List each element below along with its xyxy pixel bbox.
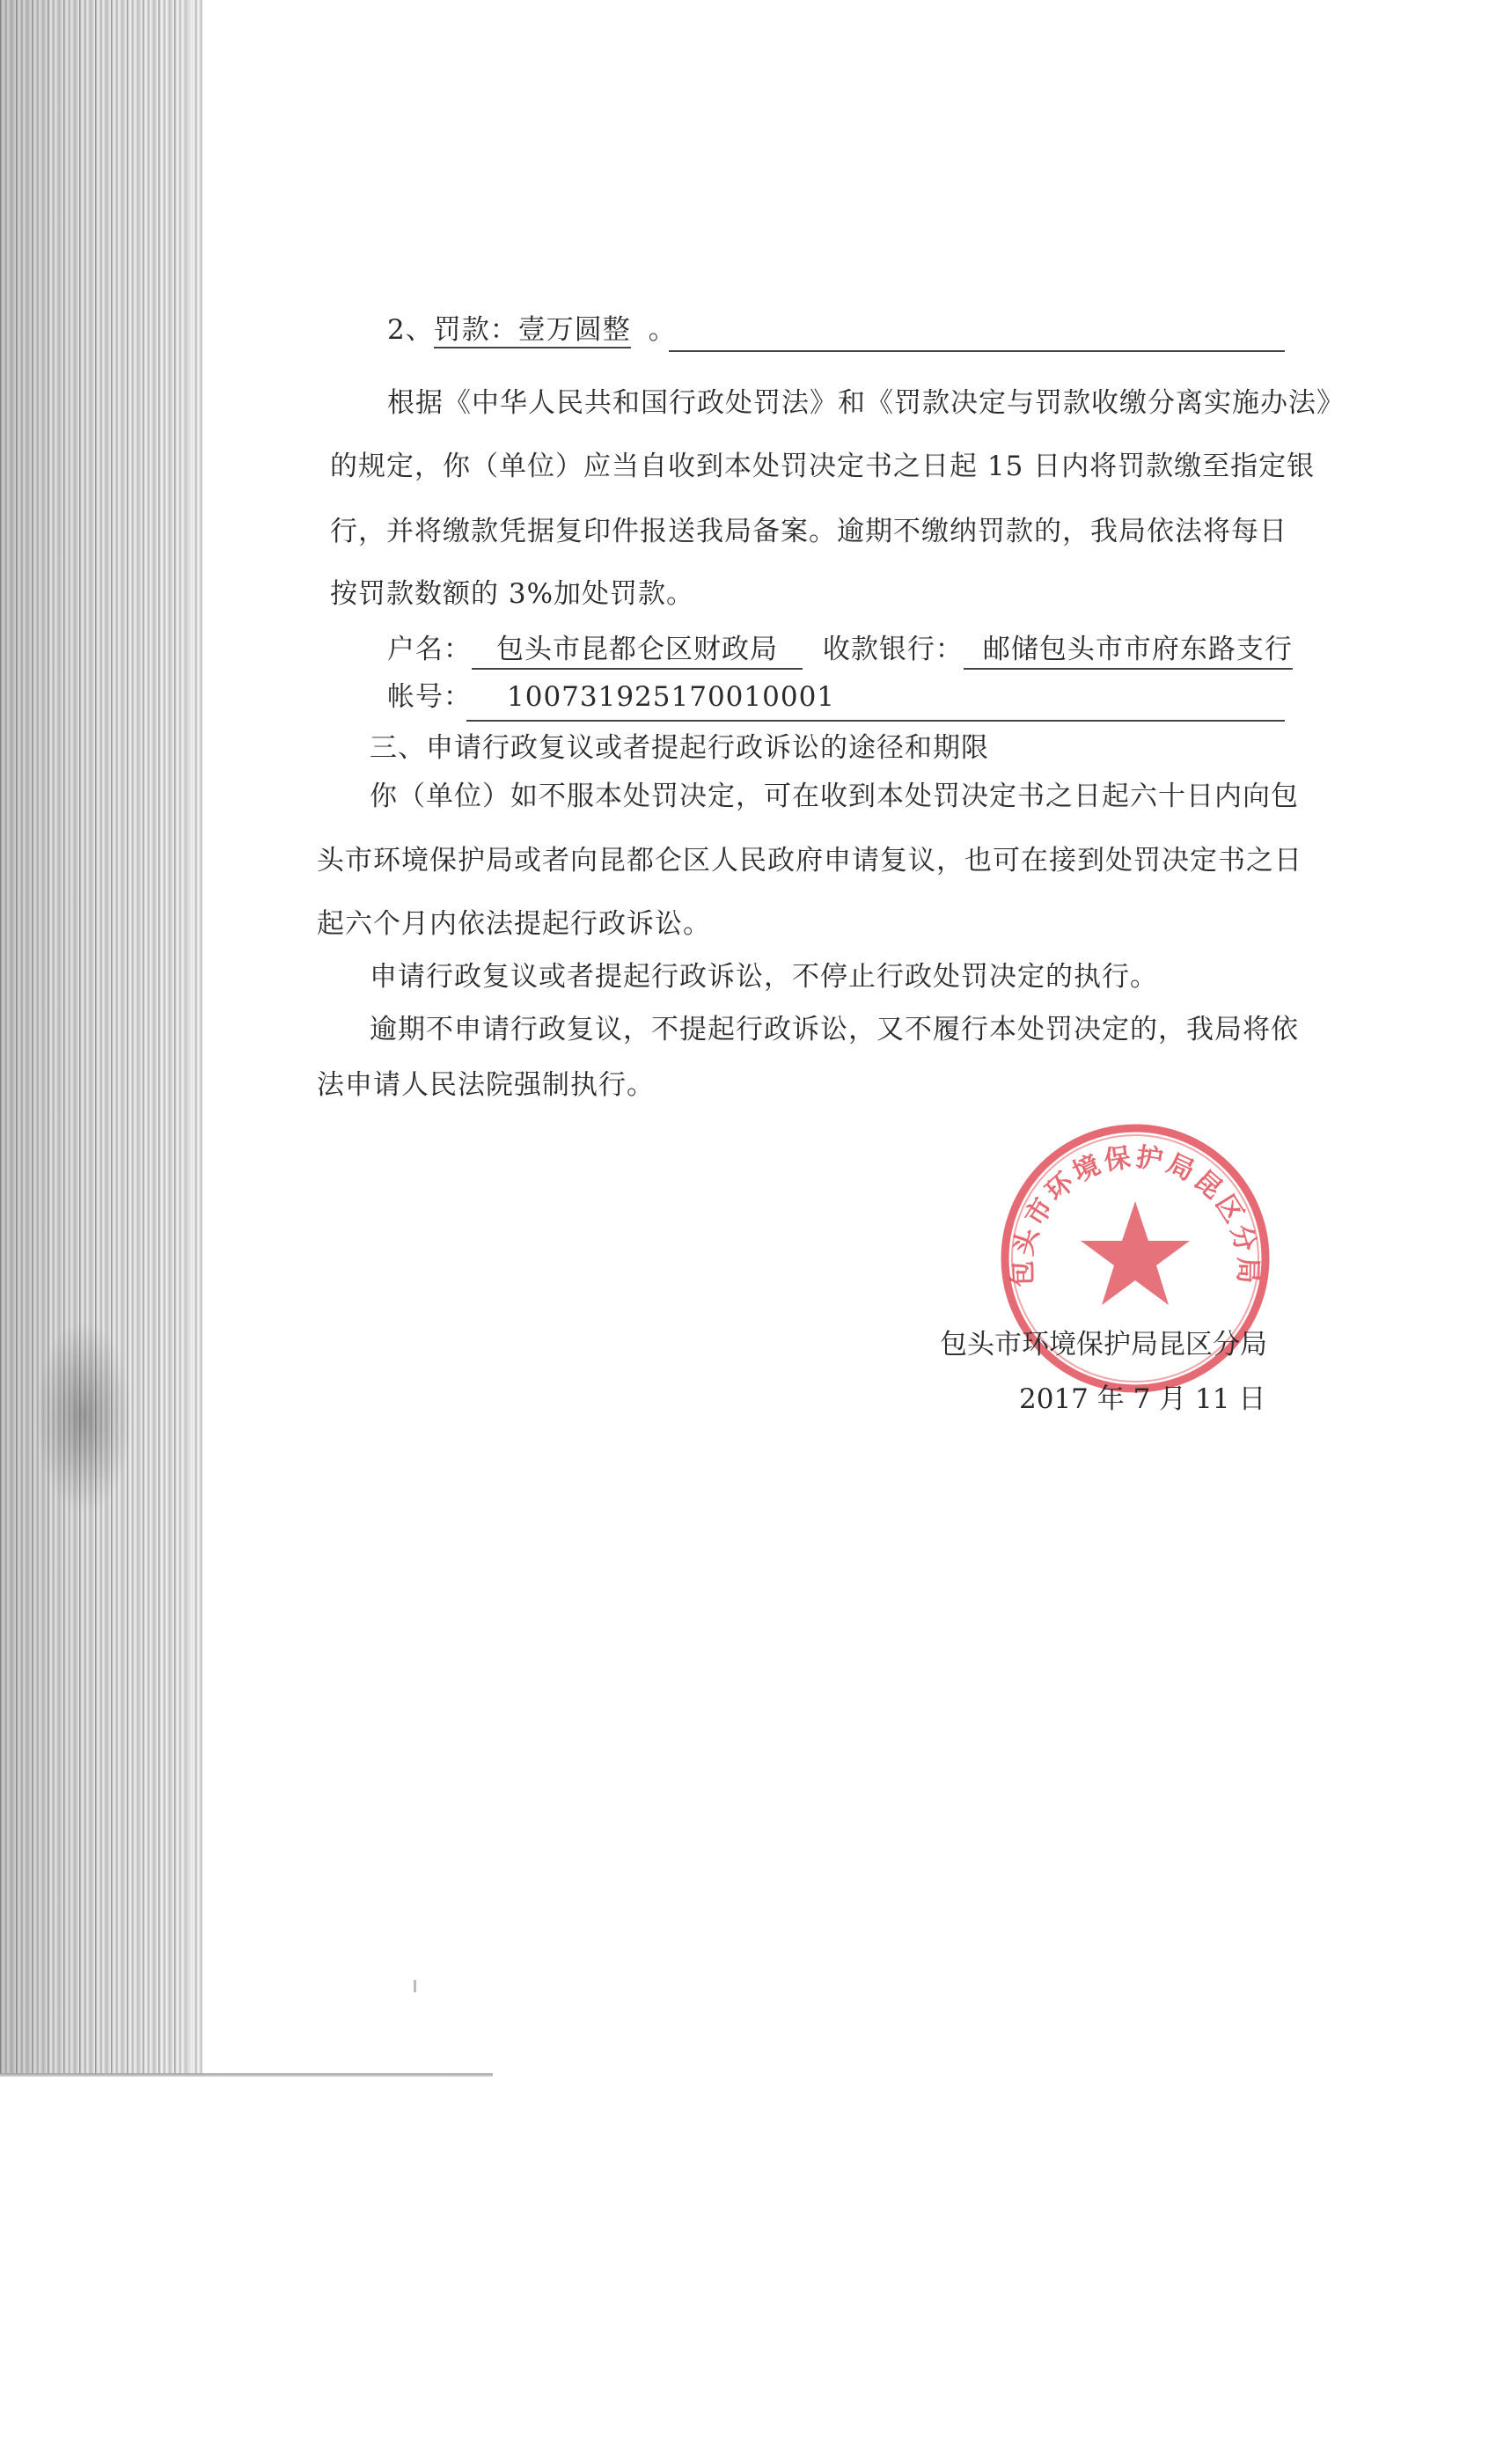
scan-speck: [414, 1980, 416, 1992]
signing-organization: 包头市环境保护局昆区分局: [940, 1329, 1267, 1360]
seal-text: 包头市环境保护局昆区分局: [1007, 1141, 1264, 1287]
account-name-row: [387, 632, 1293, 670]
page-edge-vertical: [188, 0, 192, 2077]
paragraph-1-line-2: 的规定，你（单位）应当自收到本处罚决定书之日起 15 日内将罚款缴至指定银: [330, 451, 1316, 482]
paragraph-2-line-3: 起六个月内依法提起行政诉讼。: [317, 908, 711, 940]
paragraph-4-line-2: 法申请人民法院强制执行。: [317, 1069, 655, 1101]
scan-shadow-strip: [0, 0, 202, 2077]
penalty-prefix: 2、: [387, 314, 434, 346]
account-number-label: 帐号：: [387, 681, 472, 713]
bank-value: 邮储包头市市府东路支行: [964, 632, 1293, 670]
signing-date: 2017 年 7 月 11 日: [1019, 1383, 1266, 1415]
bank-label: 收款银行：: [822, 634, 964, 665]
page-edge-horizontal: [0, 2073, 493, 2077]
account-number-value: 100731925170010001: [507, 681, 836, 713]
account-number-row: [387, 679, 835, 715]
penalty-amount: 壹万圆整: [518, 314, 631, 348]
penalty-rule: [669, 350, 1285, 352]
paragraph-4-line-1: 逾期不申请行政复议，不提起行政诉讼，又不履行本处罚决定的，我局将依: [370, 1014, 1299, 1045]
account-name-label: 户名：: [387, 634, 472, 665]
paragraph-2-line-1: 你（单位）如不服本处罚决定，可在收到本处罚决定书之日起六十日内向包: [370, 781, 1299, 812]
seal-star: [1081, 1201, 1190, 1305]
penalty-line: [387, 312, 677, 348]
section-3-heading: 三、申请行政复议或者提起行政诉讼的途径和期限: [370, 732, 989, 764]
paragraph-1-line-3: 行，并将缴款凭据复印件报送我局备案。逾期不缴纳罚款的，我局依法将每日: [330, 516, 1287, 547]
paragraph-1-line-1: 根据《中华人民共和国行政处罚法》和《罚款决定与罚款收缴分离实施办法》: [387, 387, 1345, 419]
paragraph-1-line-4: 按罚款数额的 3%加处罚款。: [330, 578, 695, 610]
account-name-value: 包头市昆都仑区财政局: [472, 632, 803, 670]
paragraph-3: 申请行政复议或者提起行政诉讼，不停止行政处罚决定的执行。: [370, 961, 1158, 993]
penalty-suffix: 。: [648, 314, 677, 346]
penalty-label: 罚款：: [434, 314, 518, 348]
account-number-rule: [466, 720, 1285, 722]
paragraph-2-line-2: 头市环境保护局或者向昆都仑区人民政府申请复议，也可在接到处罚决定书之日: [317, 845, 1302, 876]
